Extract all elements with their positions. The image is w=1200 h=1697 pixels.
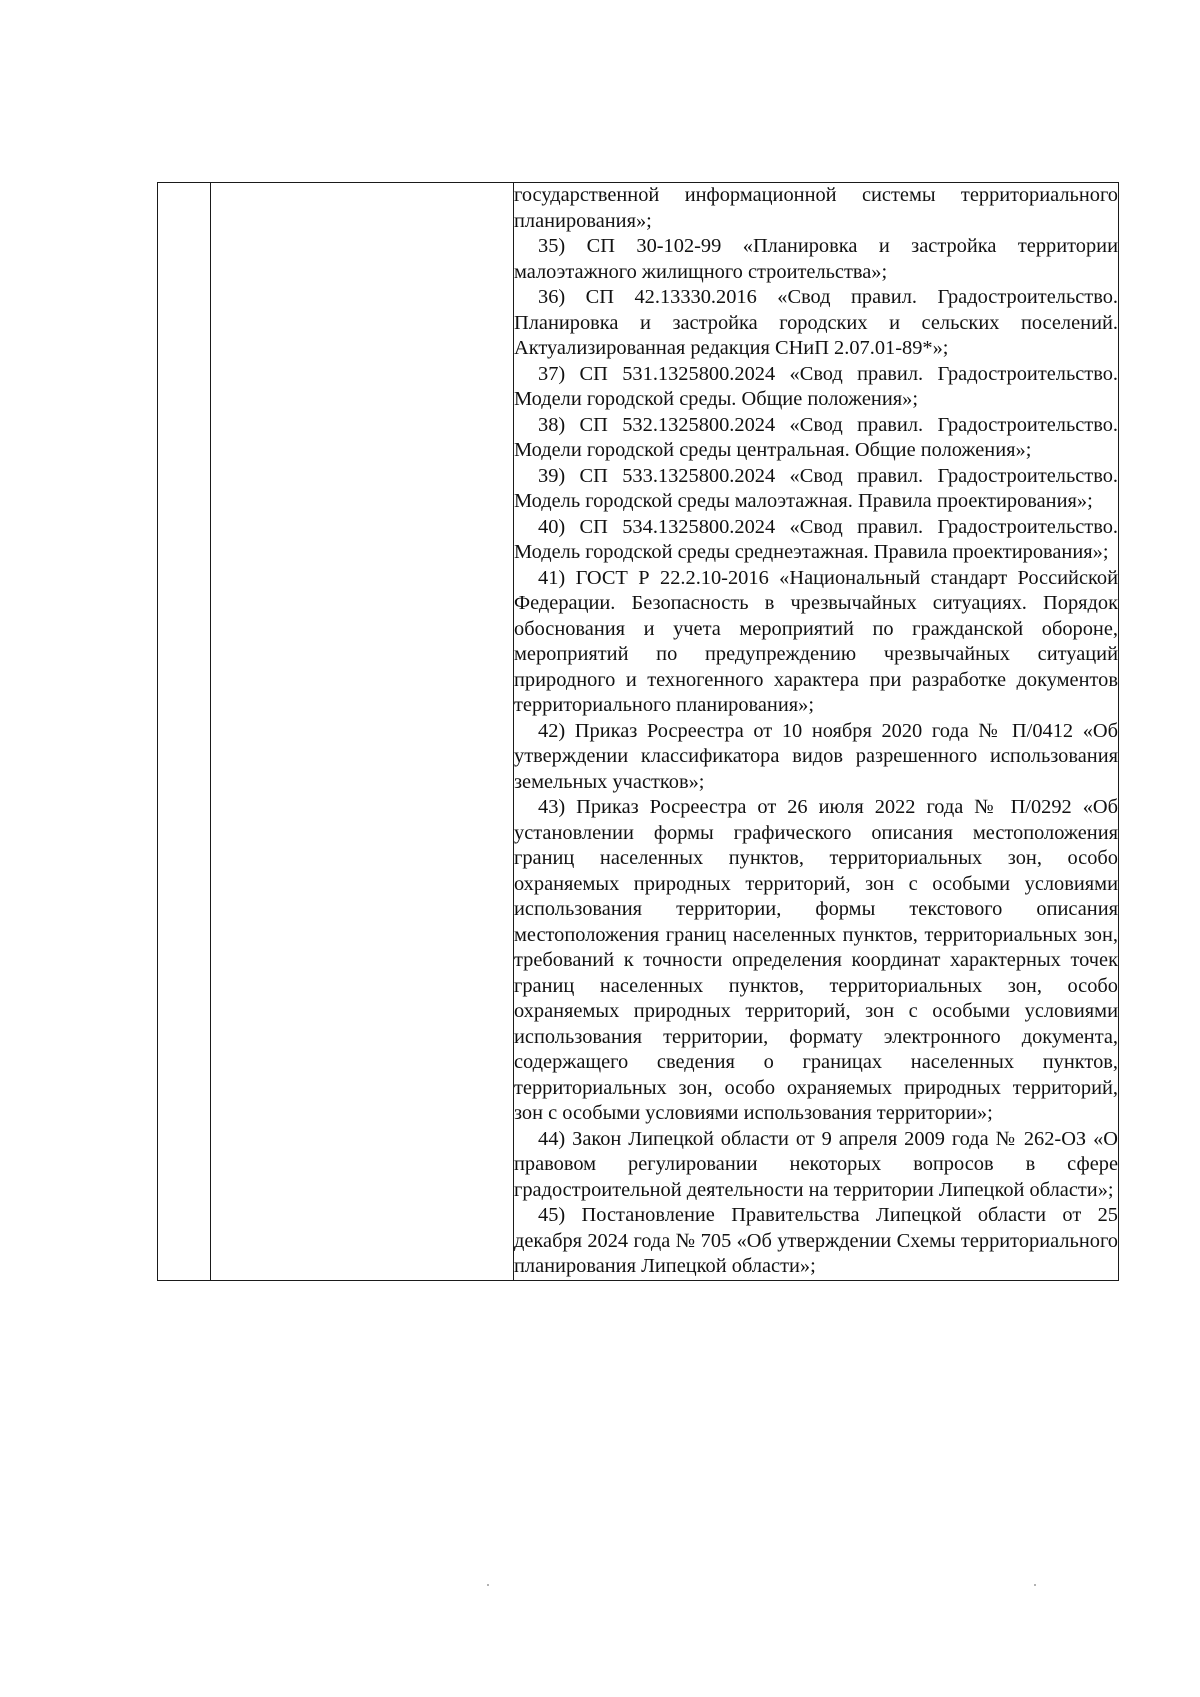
- documents-list: [514, 183, 1118, 1280]
- list-item: 43) Приказ Росреестра от 26 июля 2022 года № П/0292 «Об установлении формы графического описания местоположения границ населенных пунктов, территориальных зон, особо охраняемых природных территорий, зон с особыми условиями использования территории, формы текстового описания местоположения границ населенных пунктов, территориальных зон, требований к точности определения координат характерных точек границ населенных пунктов, территориальных зон, особо охраняемых природных территорий, зон с особыми условиями использования территории, формату электронного документа, содержащего сведения о границах населенных пунктов, территориальных зон, особо охраняемых природных территорий, зон с особыми условиями использования территории»;: [514, 796, 1118, 1124]
- list-item: 40) СП 534.1325800.2024 «Свод правил. Градостроительство. Модель городской среды среднеэтажная. Правила проектирования»;: [514, 515, 1118, 563]
- table-row: [158, 183, 1119, 1281]
- table-cell-name: [211, 183, 514, 1281]
- list-item: 37) СП 531.1325800.2024 «Свод правил. Градостроительство. Модели городской среды. Общие положения»;: [514, 362, 1118, 410]
- list-item: 45) Постановление Правительства Липецкой области от 25 декабря 2024 года № 705 «Об утверждении Схемы территориального планирования Липецкой области»;: [514, 1204, 1118, 1277]
- table-cell-documents: [514, 183, 1119, 1281]
- list-item: 42) Приказ Росреестра от 10 ноября 2020 года № П/0412 «Об утверждении классификатора видов разрешенного использования земельных участков»;: [514, 719, 1118, 793]
- document-table: [157, 182, 1119, 1281]
- list-item: 36) СП 42.13330.2016 «Свод правил. Градостроительство. Планировка и застройка городских и сельских поселений. Актуализированная редакция СНиП 2.07.01-89*»;: [514, 286, 1118, 359]
- list-item: 35) СП 30-102-99 «Планировка и застройка территории малоэтажного жилищного строительства»;: [514, 235, 1118, 283]
- list-item: 39) СП 533.1325800.2024 «Свод правил. Градостроительство. Модель городской среды малоэтажная. Правила проектирования»;: [514, 464, 1118, 512]
- list-item: 44) Закон Липецкой области от 9 апреля 2009 года № 262-ОЗ «О правовом регулировании некоторых вопросов в сфере градостроительной деятельности на территории Липецкой области»;: [514, 1127, 1118, 1201]
- list-item: 41) ГОСТ Р 22.2.10-2016 «Национальный стандарт Российской Федерации. Безопасность в чрезвычайных ситуациях. Порядок обоснования и учета мероприятий по гражданской обороне, мероприятий по предупреждению чрезвычайных ситуаций природного и техногенного характера при разработке документов территориального планирования»;: [514, 566, 1118, 716]
- scan-speck: [487, 1584, 489, 1586]
- table-cell-number: [158, 183, 211, 1281]
- list-item: 38) СП 532.1325800.2024 «Свод правил. Градостроительство. Модели городской среды центральная. Общие положения»;: [514, 413, 1118, 461]
- scan-speck: [1034, 1584, 1036, 1586]
- continuation-paragraph: государственной информационной системы территориального планирования»;: [514, 184, 1118, 232]
